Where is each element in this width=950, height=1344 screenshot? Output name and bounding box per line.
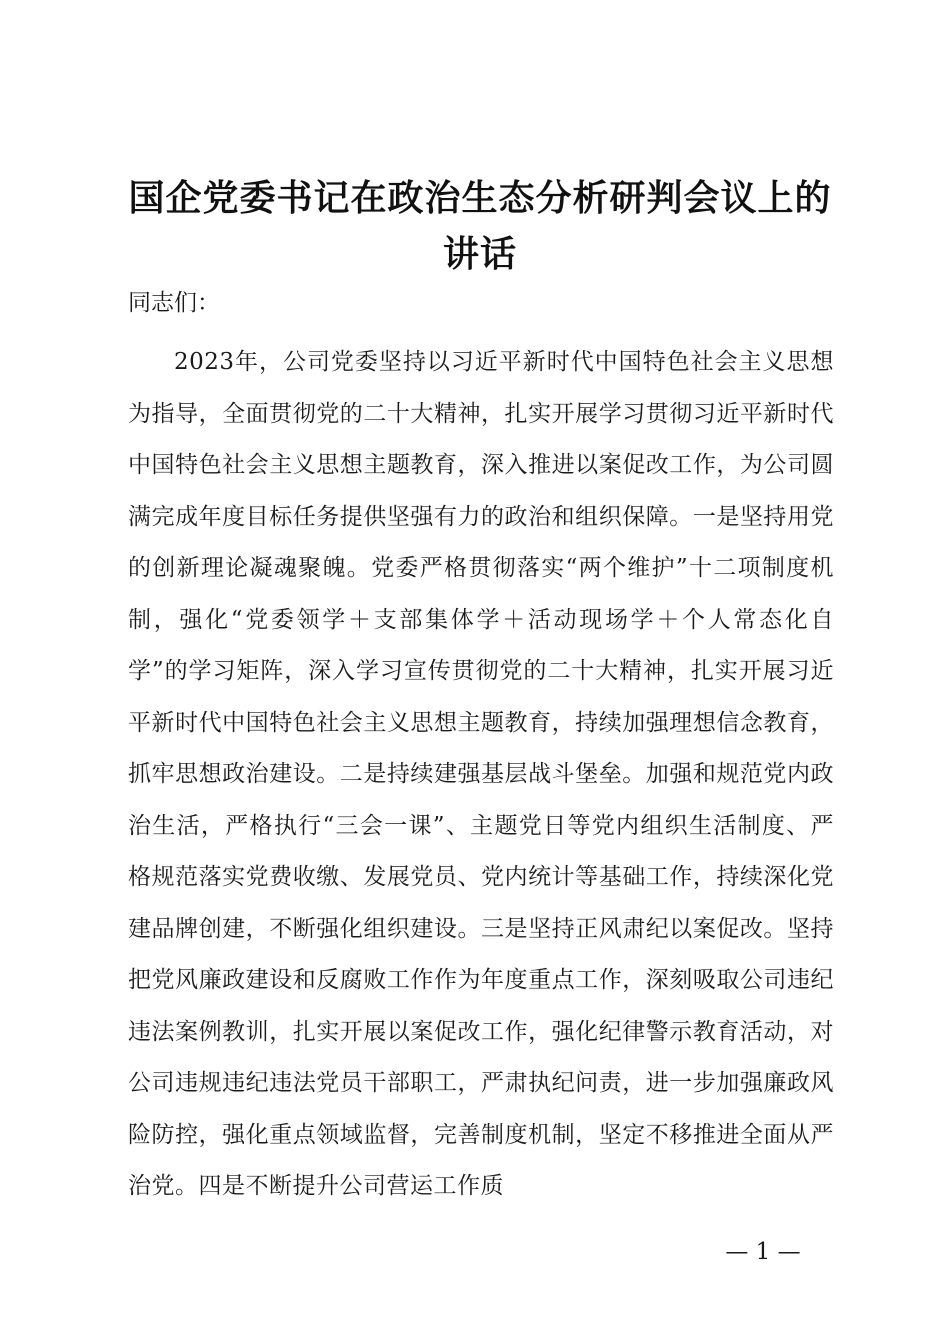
salutation: 同志们： — [128, 290, 220, 316]
page-number: — 1 — — [725, 1239, 801, 1265]
document-title: 国企党委书记在政治生态分析研判会议上的讲话 — [128, 177, 832, 275]
body-paragraph: 2023年，公司党委坚持以习近平新时代中国特色社会主义思想为指导，全面贯彻党的二十大精神，扎实开展学习贯彻习近平新时代中国特色社会主义思想主题教育，深入推进以案促改工作，为公司圆满完成年度目标任务提供坚强有力的政治和组织保障。一是坚持用党的创新理论凝魂聚魄。党委严格贯彻落实“两个维护”十二项制度机制，强化“党委领学＋支部集体学＋活动现场学＋个人常态化自学”的学习矩阵，深入学习宣传贯彻党的二十大精神，扎实开展习近平新时代中国特色社会主义思想主题教育，持续加强理想信念教育，抓牢思想政治建设。二是持续建强基层战斗堡垒。加强和规范党内政治生活，严格执行“三会一课”、主题党日等党内组织生活制度、严格规范落实党费收缴、发展党员、党内统计等基础工作，持续深化党建品牌创建，不断强化组织建设。三是坚持正风肃纪以案促改。坚持把党风廉政建设和反腐败工作作为年度重点工作，深刻吸取公司违纪违法案例教训，扎实开展以案促改工作，强化纪律警示教育活动，对公司违规违纪违法党员干部职工，严肃执纪问责，进一步加强廉政风险防控，强化重点领域监督，完善制度机制，坚定不移推进全面从严治党。四是不断提升公司营运工作质 — [128, 349, 834, 1199]
